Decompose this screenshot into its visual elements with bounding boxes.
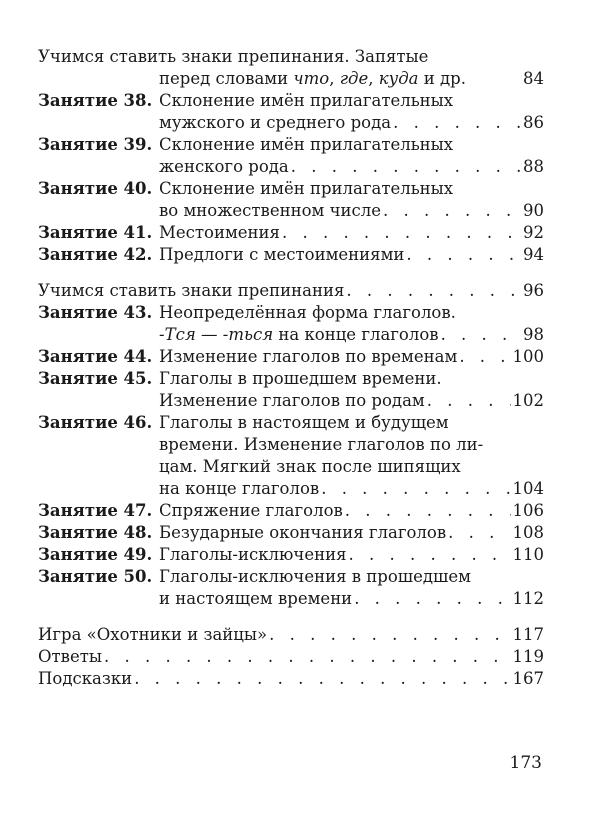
toc-line bbox=[38, 368, 544, 390]
toc-line bbox=[38, 624, 544, 646]
toc-line bbox=[38, 390, 544, 412]
appendix-title: Ответы bbox=[38, 647, 102, 666]
page-ref: 112 bbox=[512, 589, 544, 608]
lesson-label: Занятие 43. bbox=[38, 303, 153, 322]
toc-line bbox=[38, 90, 544, 112]
lesson-title: Изменение глаголов по временам bbox=[159, 347, 458, 366]
italic-word: -ться bbox=[222, 325, 274, 344]
lesson-title: и настоящем времени bbox=[159, 589, 353, 608]
toc-line bbox=[38, 222, 544, 244]
dot-leader bbox=[134, 668, 510, 690]
toc-line bbox=[38, 434, 544, 456]
text-fragment: и др. bbox=[418, 69, 466, 88]
lesson-title: на конце глаголов bbox=[159, 479, 320, 498]
lesson-title bbox=[159, 324, 439, 346]
toc-line bbox=[38, 46, 544, 68]
lesson-title: мужского и среднего рода bbox=[159, 113, 392, 132]
dot-leader bbox=[441, 324, 521, 346]
dot-leader bbox=[393, 112, 521, 134]
lesson-label: Занятие 47. bbox=[38, 501, 153, 520]
appendix-title: Игра «Охотники и зайцы» bbox=[38, 625, 268, 644]
dot-leader bbox=[291, 156, 521, 178]
lesson-title: Склонение имён прилагательных bbox=[159, 135, 454, 154]
page-ref: 98 bbox=[523, 325, 544, 344]
lesson-title: Предлоги с местоимениями bbox=[159, 245, 405, 264]
dot-leader bbox=[269, 624, 510, 646]
lesson-label: Занятие 38. bbox=[38, 91, 153, 110]
lesson-title: Глаголы-исключения в прошедшем bbox=[159, 567, 471, 586]
italic-word: куда bbox=[378, 69, 419, 88]
toc-line bbox=[38, 646, 544, 668]
toc-section-title: Учимся ставить знаки препинания bbox=[38, 281, 345, 300]
lesson-title: Глаголы в настоящем и будущем bbox=[159, 413, 449, 432]
toc-line bbox=[38, 544, 544, 566]
dot-leader bbox=[349, 544, 511, 566]
text-fragment: перед словами bbox=[159, 69, 294, 88]
page-ref: 84 bbox=[523, 69, 544, 88]
toc-line bbox=[38, 68, 544, 90]
page-ref: 100 bbox=[512, 347, 544, 366]
toc-line bbox=[38, 456, 544, 478]
page-ref: 108 bbox=[512, 523, 544, 542]
lesson-title: Глаголы в прошедшем времени. bbox=[159, 369, 442, 388]
dot-leader bbox=[427, 390, 511, 412]
dot-leader bbox=[448, 522, 510, 544]
lesson-label: Занятие 46. bbox=[38, 413, 153, 432]
page-ref: 96 bbox=[523, 281, 544, 300]
toc-line bbox=[38, 244, 544, 266]
toc-line bbox=[38, 302, 544, 324]
lesson-title: женского рода bbox=[159, 157, 289, 176]
toc-line bbox=[38, 200, 544, 222]
dot-leader bbox=[321, 478, 510, 500]
lesson-title: Спряжение глаголов bbox=[159, 501, 343, 520]
lesson-label: Занятие 50. bbox=[38, 567, 153, 586]
toc-line bbox=[38, 500, 544, 522]
text-fragment: , bbox=[368, 69, 379, 88]
toc-line bbox=[38, 668, 544, 690]
italic-word: -Тся bbox=[159, 325, 196, 344]
italic-word: где bbox=[339, 69, 369, 88]
dot-leader bbox=[383, 200, 521, 222]
dot-leader bbox=[459, 346, 510, 368]
toc-line bbox=[38, 588, 544, 610]
dot-leader bbox=[346, 280, 521, 302]
toc-line bbox=[38, 134, 544, 156]
italic-word: что bbox=[293, 69, 330, 88]
lesson-label: Занятие 45. bbox=[38, 369, 153, 388]
page-ref: 106 bbox=[512, 501, 544, 520]
lesson-title: времени. Изменение глаголов по ли- bbox=[159, 435, 484, 454]
section-gap bbox=[38, 610, 544, 624]
page-ref: 86 bbox=[523, 113, 544, 132]
dot-leader bbox=[282, 222, 521, 244]
lesson-title: Глаголы-исключения bbox=[159, 545, 347, 564]
toc-entry-text bbox=[159, 68, 466, 90]
toc-line bbox=[38, 522, 544, 544]
appendix-title: Подсказки bbox=[38, 669, 133, 688]
page-ref: 117 bbox=[512, 625, 544, 644]
lesson-label: Занятие 48. bbox=[38, 523, 153, 542]
lesson-label: Занятие 40. bbox=[38, 179, 153, 198]
lesson-label: Занятие 39. bbox=[38, 135, 153, 154]
toc-line bbox=[38, 112, 544, 134]
lesson-label: Занятие 49. bbox=[38, 545, 153, 564]
section-gap bbox=[38, 266, 544, 280]
dot-leader bbox=[345, 500, 511, 522]
page-ref: 94 bbox=[523, 245, 544, 264]
lesson-label: Занятие 42. bbox=[38, 245, 153, 264]
toc-line bbox=[38, 156, 544, 178]
toc-line bbox=[38, 280, 544, 302]
lesson-label: Занятие 44. bbox=[38, 347, 153, 366]
toc-line bbox=[38, 324, 544, 346]
lesson-title: Склонение имён прилагательных bbox=[159, 179, 454, 198]
lesson-title: Безударные окончания глаголов bbox=[159, 523, 447, 542]
toc-line bbox=[38, 412, 544, 434]
lesson-title: Склонение имён прилагательных bbox=[159, 91, 454, 110]
toc-line bbox=[38, 478, 544, 500]
page-ref: 92 bbox=[523, 223, 544, 242]
dot-leader bbox=[104, 646, 511, 668]
table-of-contents bbox=[38, 46, 544, 690]
page-ref: 88 bbox=[523, 157, 544, 176]
toc-line bbox=[38, 566, 544, 588]
lesson-title: Местоимения bbox=[159, 223, 280, 242]
lesson-title: во множественном числе bbox=[159, 201, 382, 220]
page-number: 173 bbox=[509, 753, 542, 773]
lesson-title: Изменение глаголов по родам bbox=[159, 391, 425, 410]
toc-section-title: Учимся ставить знаки препинания. Запятые bbox=[38, 47, 429, 66]
text-fragment: — bbox=[195, 325, 223, 344]
page-ref: 104 bbox=[512, 479, 544, 498]
page-ref: 102 bbox=[512, 391, 544, 410]
page-ref: 90 bbox=[523, 201, 544, 220]
toc-line bbox=[38, 178, 544, 200]
lesson-title: цам. Мягкий знак после шипящих bbox=[159, 457, 461, 476]
dot-leader bbox=[354, 588, 510, 610]
page-ref: 167 bbox=[512, 669, 544, 688]
text-fragment: , bbox=[329, 69, 340, 88]
page-ref: 119 bbox=[512, 647, 544, 666]
toc-line bbox=[38, 346, 544, 368]
dot-leader bbox=[406, 244, 521, 266]
lesson-label: Занятие 41. bbox=[38, 223, 153, 242]
text-fragment: на конце глаголов bbox=[273, 325, 439, 344]
page-ref: 110 bbox=[512, 545, 544, 564]
lesson-title: Неопределённая форма глаголов. bbox=[159, 303, 456, 322]
